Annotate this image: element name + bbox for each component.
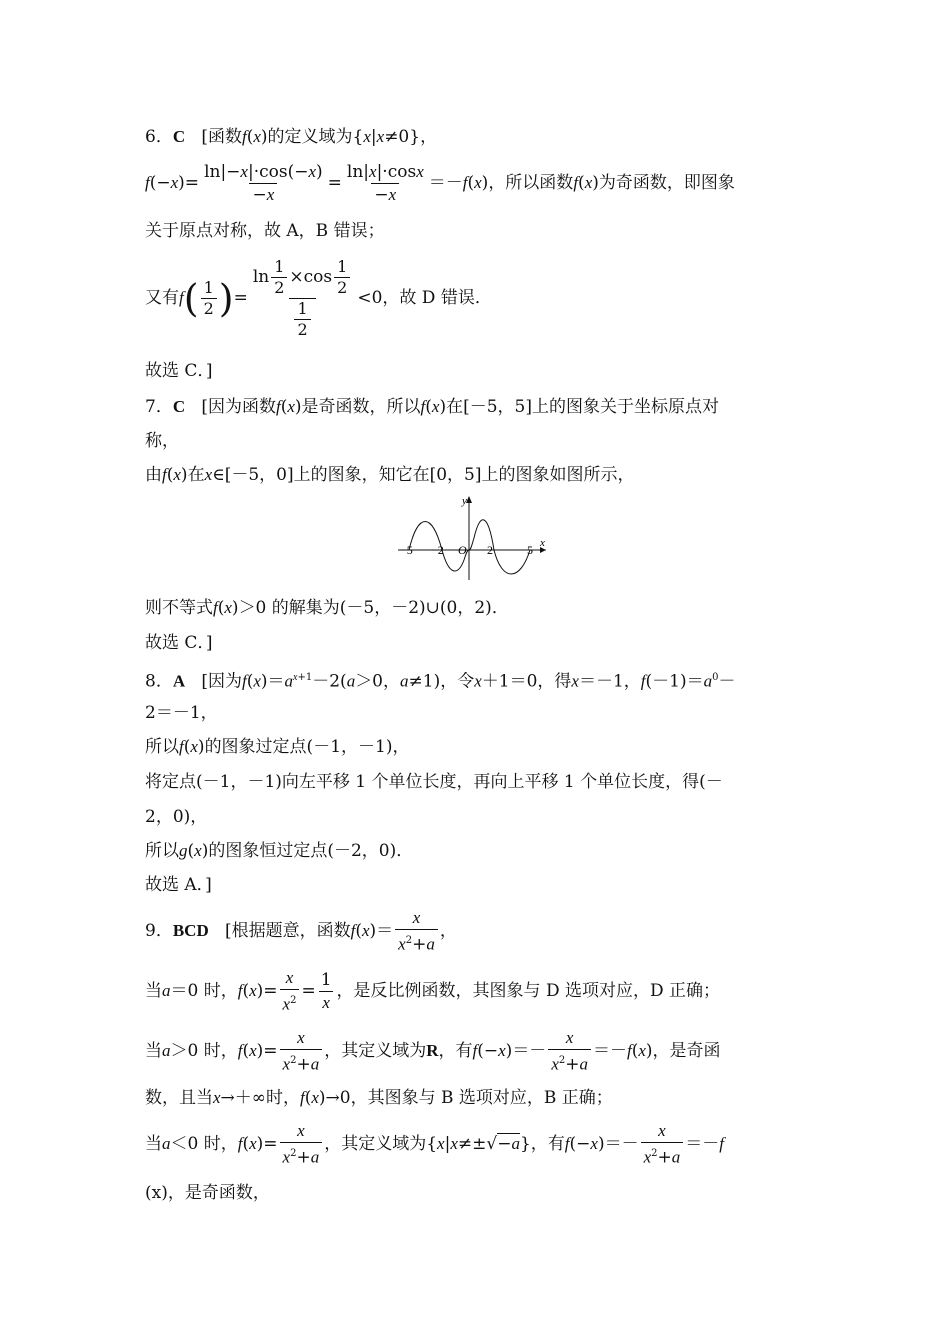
q9-line-1: 9．BCD [根据题意，函数f(x)＝ $\frac{x}{x^2+a}$ ， [145, 908, 457, 955]
origin-label: O [458, 543, 467, 557]
q7-line-4: 则不等式f(x)＞0 的解集为(－5，－2)∪(0，2)． [145, 598, 509, 618]
q8-line-4: 将定点(－1，－1)向左平移 1 个单位长度，再向上平移 1 个单位长度，得(－ [145, 772, 723, 792]
q8-line-5: 2，0)， [145, 807, 208, 827]
tick-neg5: −5 [400, 543, 413, 557]
y-label: y [462, 495, 467, 507]
q7-line-3: 由f(x)在x∈[－5，0]上的图象，知它在[0，5]上的图象如图所示， [145, 465, 635, 485]
q6-line-1: 6．C [函数f(x)的定义域为{x|x≠0}， [145, 127, 438, 147]
q6-line-5: 故选 C．] [145, 361, 213, 381]
q6-line-2: f(−x)= $\frac{\ln|-x|\cdot\cos(-x)}{-x}$ = $\frac{\ln|x|\cdot\cos x}{-x}$ ＝－f(x)，所以函数f(x)为奇函数，即图象 [145, 162, 735, 205]
q9-line-5: 当a＜0 时，f(x)= $\frac{x}{x^2+a}$ ，其定义域为{x|x≠±√−a}，有f(−x)＝－ $\frac{x}{x^2+a}$ ＝－f [145, 1121, 725, 1168]
q6-line-4: 又有f( $\frac{1}{2}$ )= ln $\frac{1}{2}$ ×cos $\frac{1}{2}$ $\frac{1}{2}$ <0，故 D 错误． [145, 257, 492, 339]
q7-line-5: 故选 C．] [145, 633, 213, 653]
q9-line-6: (x)，是奇函数， [145, 1183, 270, 1203]
q6-line-3: 关于原点对称，故 A，B 错误； [145, 221, 385, 241]
q8-line-7: 故选 A．] [145, 875, 212, 895]
q8-line-6: 所以g(x)的图象恒过定点(－2，0)． [145, 841, 414, 861]
q7-answer: C [172, 397, 186, 416]
q7-line-1: 7．C [因为函数f(x)是奇函数，所以f(x)在[－5，5]上的图象关于坐标原点对 [145, 397, 719, 417]
q6-answer: C [172, 127, 186, 146]
q9-answer: BCD [172, 921, 209, 940]
q6-number: 6． [145, 127, 173, 147]
q9-line-4: 数，且当x→＋∞时，f(x)→0，其图象与 B 选项对应，B 正确； [145, 1088, 613, 1108]
q7-line-2: 称， [145, 431, 179, 451]
q8-line-2: 2＝－1， [145, 703, 218, 723]
tick-neg2: −2 [431, 543, 444, 557]
x-label: x [540, 537, 545, 549]
sine-graph [396, 492, 556, 584]
tick-5: 5 [527, 543, 533, 557]
q8-answer: A [172, 671, 186, 691]
q8-line-3: 所以f(x)的图象过定点(－1，－1)， [145, 737, 410, 757]
q9-line-2: 当a＝0 时，f(x)= $\frac{x}{x^2}$ = $\frac{1}{x}$ ，是反比例函数，其图象与 D 选项对应，D 正确； [145, 968, 721, 1014]
q8-line-1: 8．A [因为$f(x)=a^{x+1}-2(a>0$，a≠1)，令x＋1＝0，得x＝－1，$f(-1)=a^0-$ [145, 671, 736, 692]
tick-2: 2 [487, 543, 493, 557]
q9-line-3: 当a＞0 时，f(x)= $\frac{x}{x^2+a}$ ，其定义域为R，有f(−x)＝－ $\frac{x}{x^2+a}$ ＝－f(x)，是奇函 [145, 1028, 721, 1075]
